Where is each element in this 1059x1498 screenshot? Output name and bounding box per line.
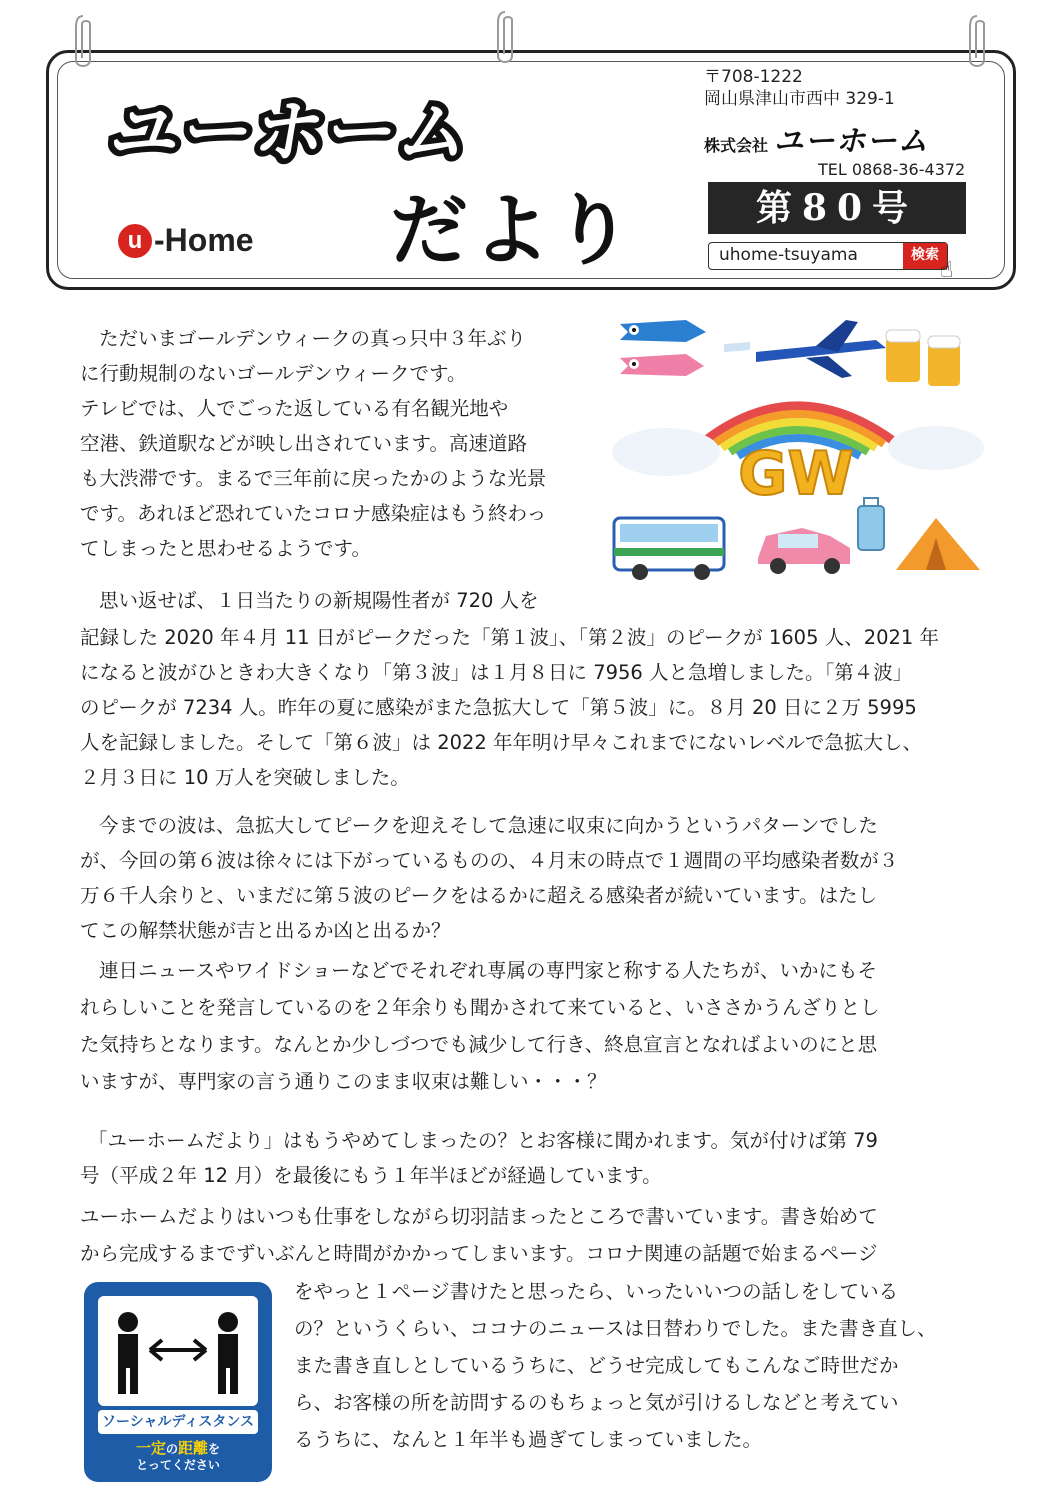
people-distance-icon bbox=[98, 1296, 258, 1406]
body-line: 空港、鉄道駅などが映し出されています。高速道路 bbox=[80, 432, 527, 455]
body-line: 「ユーホームだより」はもうやめてしまったの？とお客様に聞かれます。気が付けば第 79 bbox=[88, 1129, 878, 1152]
body-line: れらしいことを発言しているのを２年余りも聞かされて来ていると、いささかうんざりとし bbox=[80, 996, 880, 1019]
body-line: いますが、専門家の言う通りこのまま収束は難しい・・・？ bbox=[80, 1070, 607, 1093]
sign-foot-d: を bbox=[208, 1442, 221, 1456]
tent-icon bbox=[896, 518, 980, 570]
body-line: も大渋滞です。まるで三年前に戻ったかのような光景 bbox=[80, 467, 547, 490]
sign-foot-c: 距離 bbox=[178, 1439, 209, 1457]
paper-clip-icon bbox=[966, 14, 988, 72]
body-line: てこの解禁状態が吉と出るか凶と出るか？ bbox=[80, 919, 451, 942]
search-query[interactable]: uhome-tsuyama bbox=[719, 245, 858, 265]
body-line: ただいまゴールデンウィークの真っ只中３年ぶり bbox=[99, 327, 527, 350]
carp-streamer-icon bbox=[620, 320, 706, 376]
newsletter-subtitle: だより bbox=[390, 186, 637, 276]
body-line: になると波がひときわ大きくなり「第３波」は１月８日に 7956 人と急増しました。「第４波」 bbox=[80, 661, 913, 684]
body-line: 人を記録しました。そして「第６波」は 2022 年年明け早々これまでにないレベルで急拡大し、 bbox=[80, 731, 923, 754]
company-logo bbox=[118, 222, 254, 259]
body-line: から完成するまでずいぶんと時間がかかってしまいます。コロナ関連の話題で始まるページ bbox=[80, 1242, 878, 1265]
company-name bbox=[704, 116, 929, 160]
airplane-icon bbox=[724, 320, 886, 378]
body-line: 今までの波は、急拡大してピークを迎えそして急速に収束に向かうというパターンでした bbox=[99, 814, 878, 837]
body-line: 記録した 2020 年４月 11 日がピークだった「第１波」、「第２波」のピークが 1605 人、2021 年 bbox=[80, 626, 940, 649]
pointer-hand-icon: ☝ bbox=[940, 258, 954, 283]
paper-clip-icon bbox=[72, 14, 94, 72]
car-icon bbox=[758, 528, 850, 574]
body-line: テレビでは、人でごった返している有名観光地や bbox=[80, 397, 509, 420]
sign-foot-line2: とってください bbox=[136, 1458, 220, 1472]
body-line: ユーホームだよりはいつも仕事をしながら切羽詰まったところで書いています。書き始めて bbox=[80, 1205, 878, 1228]
body-line: に行動規制のないゴールデンウィークです。 bbox=[80, 362, 467, 385]
search-button[interactable]: 検索 bbox=[903, 243, 947, 269]
body-line: るうちに、なんと１年半も過ぎてしまっていました。 bbox=[294, 1428, 763, 1451]
search-box[interactable] bbox=[708, 242, 948, 270]
social-distance-sign bbox=[84, 1282, 272, 1482]
beer-mugs-icon bbox=[886, 330, 960, 386]
body-line: 万６千人余りと、いまだに第５波のピークをはるかに超える感染者が続いています。はたし bbox=[80, 884, 878, 907]
newsletter-title: ユーホーム bbox=[103, 91, 479, 173]
company-name-text: ユーホーム bbox=[773, 124, 929, 159]
postal-code: 〒708-1222 bbox=[704, 67, 803, 87]
body-line: ら、お客様の所を訪問するのもちょっと気が引けるしなどと考えてい bbox=[294, 1391, 899, 1414]
body-line: をやっと１ページ書けたと思ったら、いったいいつの話しをしている bbox=[294, 1280, 899, 1303]
address-block bbox=[704, 66, 895, 110]
paper-clip-icon bbox=[494, 10, 516, 68]
body-line: のピークが 7234 人。昨年の夏に感染がまた急拡大して「第５波」に。８月 20 日に２万 5995 bbox=[80, 696, 917, 719]
body-line: が、今回の第６波は徐々には下がっているものの、４月末の時点で１週間の平均感染者数が３ bbox=[80, 849, 899, 872]
logo-text: -Home bbox=[154, 222, 254, 258]
bus-icon bbox=[614, 518, 724, 580]
issue-number: 第80号 bbox=[708, 182, 966, 234]
sign-foot-b: の bbox=[165, 1442, 178, 1456]
sign-panel bbox=[98, 1296, 258, 1406]
golden-week-illustration bbox=[606, 312, 986, 584]
body-line: 号（平成２年 12 月）を最後にもう１年半ほどが経過しています。 bbox=[80, 1164, 662, 1187]
sign-label: ソーシャルディスタンス bbox=[98, 1410, 258, 1434]
body-line: の？というくらい、ココナのニュースは日替わりでした。また書き直し、 bbox=[294, 1317, 937, 1340]
body-line: てしまったと思わせるようです。 bbox=[80, 537, 371, 560]
gw-text: GW bbox=[738, 439, 854, 509]
telephone: TEL 0868-36-4372 bbox=[818, 160, 966, 179]
body-line: 思い返せば、１日当たりの新規陽性者が 720 人を bbox=[99, 589, 539, 612]
sign-foot-a: 一定 bbox=[135, 1439, 166, 1457]
sign-footer bbox=[84, 1440, 272, 1473]
body-line: です。あれほど恐れていたコロナ感染症はもう終わっ bbox=[80, 502, 547, 525]
logo-mark-icon: u bbox=[118, 224, 152, 258]
body-line: た気持ちとなります。なんとか少しづつでも減少して行き、終息宣言となればよいのにと思 bbox=[80, 1033, 878, 1056]
body-line: 連日ニュースやワイドショーなどでそれぞれ専属の専門家と称する人たちが、いかにもそ bbox=[99, 959, 878, 982]
body-line: ２月３日に 10 万人を突破しました。 bbox=[80, 766, 410, 789]
suitcase-icon bbox=[858, 498, 884, 550]
body-line: また書き直しとしているうちに、どうせ完成してもこんなご時世だか bbox=[294, 1354, 899, 1377]
address: 岡山県津山市西中 329-1 bbox=[704, 89, 895, 109]
company-prefix: 株式会社 bbox=[704, 136, 769, 155]
